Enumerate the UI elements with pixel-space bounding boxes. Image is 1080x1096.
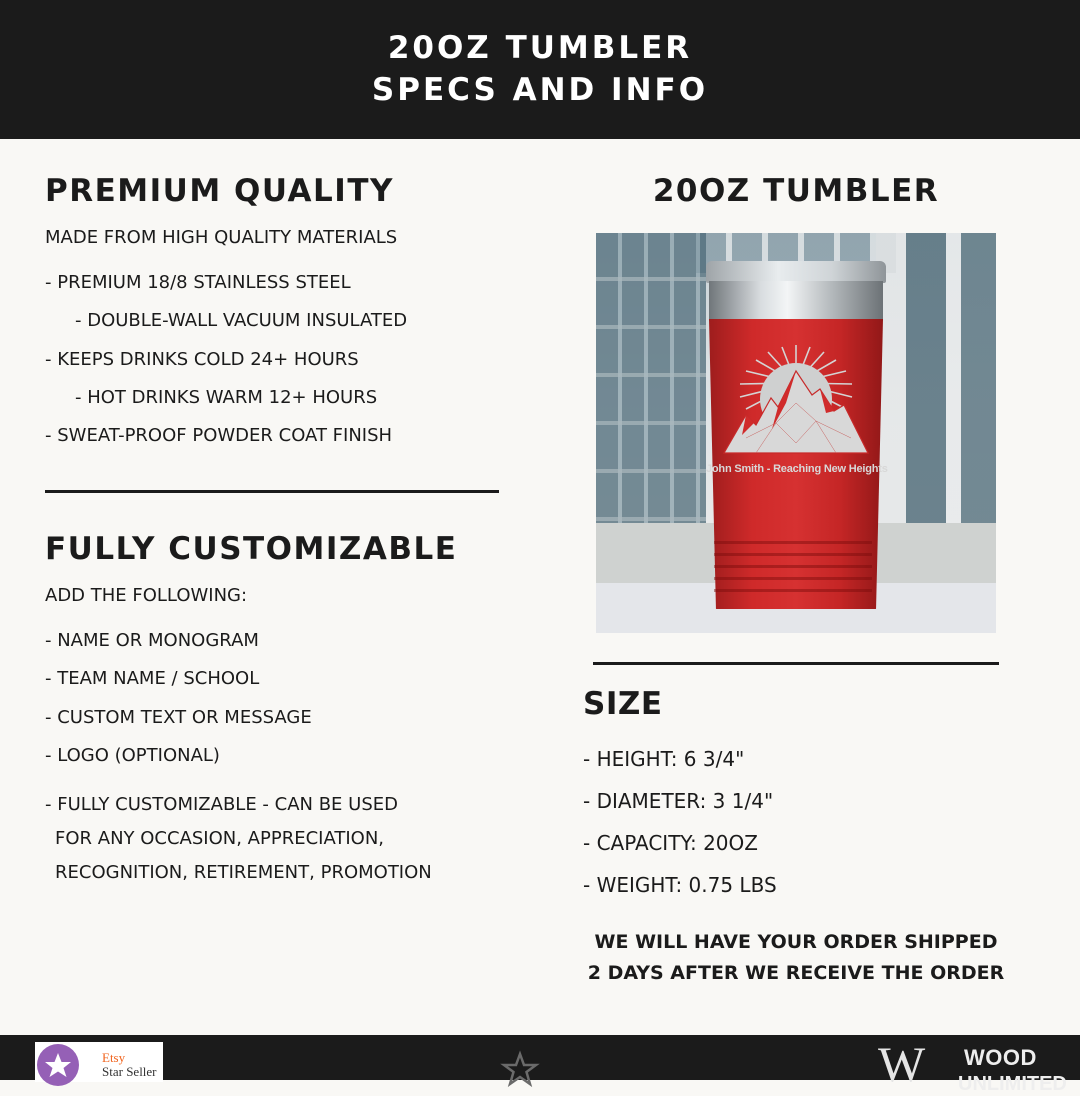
brand-sub: UNLIMITED	[958, 1073, 1067, 1095]
custom-note-line: RECOGNITION, RETIREMENT, PROMOTION	[55, 862, 432, 883]
section-divider-right	[593, 662, 999, 665]
shipping-line2: 2 DAYS AFTER WE RECEIVE THE ORDER	[587, 962, 1005, 984]
tumbler-ring	[714, 577, 872, 580]
tumbler-ring	[714, 541, 872, 544]
star-icon	[500, 1051, 540, 1085]
premium-quality-heading: PREMIUM QUALITY	[45, 173, 394, 209]
size-heading: SIZE	[583, 686, 663, 722]
shipping-line1: WE WILL HAVE YOUR ORDER SHIPPED	[594, 931, 998, 953]
tumbler-ring	[714, 553, 872, 556]
spec-item: - PREMIUM 18/8 STAINLESS STEEL	[45, 272, 351, 293]
brand-logo	[878, 1036, 1067, 1095]
size-item: - DIAMETER: 3 1/4"	[583, 789, 774, 813]
tumbler-lid	[706, 261, 886, 283]
spec-item: - SWEAT-PROOF POWDER COAT FINISH	[45, 425, 393, 446]
background-building	[876, 233, 996, 523]
product-photo	[596, 233, 996, 633]
custom-note-line: - FULLY CUSTOMIZABLE - CAN BE USED	[45, 794, 398, 815]
star-icon	[37, 1044, 79, 1086]
brand-monogram: W	[878, 1036, 926, 1092]
spec-item: - KEEPS DRINKS COLD 24+ HOURS	[45, 349, 359, 370]
footer-bar	[0, 1035, 1080, 1095]
tumbler-ring	[714, 565, 872, 568]
tumbler	[706, 253, 886, 613]
size-item: - WEIGHT: 0.75 LBS	[583, 873, 777, 897]
tumbler-ring	[714, 589, 872, 592]
etsy-badge-name: Etsy	[102, 1050, 126, 1065]
spec-subitem: - HOT DRINKS WARM 12+ HOURS	[75, 387, 378, 408]
custom-option: - NAME OR MONOGRAM	[45, 630, 259, 651]
mountain-sun-engraving-icon	[716, 343, 876, 458]
engraving-text: John Smith - Reaching New Heights	[706, 463, 888, 475]
banner-title-line2: SPECS AND INFO	[371, 72, 709, 108]
product-heading: 20OZ TUMBLER	[652, 173, 940, 209]
custom-note-line: FOR ANY OCCASION, APPRECIATION,	[55, 828, 385, 849]
brand-name: WOOD	[964, 1045, 1037, 1070]
customizable-heading: FULLY CUSTOMIZABLE	[45, 531, 458, 567]
custom-option: - CUSTOM TEXT OR MESSAGE	[45, 707, 312, 728]
section-divider-left	[45, 490, 499, 493]
banner-title-line1: 20OZ TUMBLER	[387, 30, 693, 66]
etsy-seal-icon	[37, 1044, 79, 1086]
background-building	[596, 233, 706, 533]
custom-option: - TEAM NAME / SCHOOL	[45, 668, 260, 689]
custom-option: - LOGO (OPTIONAL)	[45, 745, 220, 766]
premium-quality-intro: MADE FROM HIGH QUALITY MATERIALS	[45, 227, 398, 248]
etsy-badge-sub: Star Seller	[102, 1064, 157, 1079]
size-item: - HEIGHT: 6 3/4"	[583, 747, 745, 771]
size-item: - CAPACITY: 20OZ	[583, 831, 758, 855]
spec-subitem: - DOUBLE-WALL VACUUM INSULATED	[75, 310, 408, 331]
etsy-star-seller-badge	[35, 1042, 163, 1082]
tumbler-rim	[709, 281, 883, 321]
customizable-intro: ADD THE FOLLOWING:	[45, 585, 248, 606]
top-banner	[0, 0, 1080, 139]
